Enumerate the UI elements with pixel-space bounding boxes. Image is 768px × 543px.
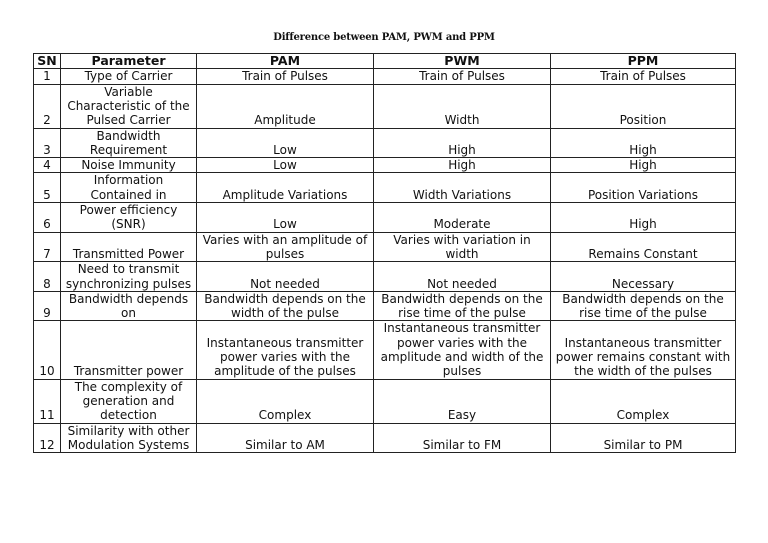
cell-pwm: Train of Pulses <box>374 69 551 84</box>
cell-pam: Varies with an amplitude of pulses <box>197 232 374 262</box>
cell-ppm: High <box>551 158 736 173</box>
cell-pam: Low <box>197 203 374 233</box>
cell-parameter: Noise Immunity <box>61 158 197 173</box>
cell-sn: 2 <box>34 84 61 128</box>
table-row <box>34 128 736 158</box>
cell-sn: 9 <box>34 291 61 321</box>
cell-pam: Amplitude <box>197 84 374 128</box>
table-row <box>34 379 736 423</box>
header-sn: SN <box>34 54 61 69</box>
cell-parameter: The complexity of generation and detection <box>61 379 197 423</box>
cell-pwm: Bandwidth depends on the rise time of the pulse <box>374 291 551 321</box>
header-pwm: PWM <box>374 54 551 69</box>
cell-ppm: High <box>551 203 736 233</box>
table-row <box>34 423 736 453</box>
header-ppm: PPM <box>551 54 736 69</box>
page-title: Difference between PAM, PWM and PPM <box>273 32 495 43</box>
cell-sn: 12 <box>34 423 61 453</box>
cell-parameter: Bandwidth depends on <box>61 291 197 321</box>
cell-sn: 1 <box>34 69 61 84</box>
cell-parameter: Information Contained in <box>61 173 197 203</box>
cell-pam: Not needed <box>197 262 374 292</box>
cell-sn: 11 <box>34 379 61 423</box>
header-parameter: Parameter <box>61 54 197 69</box>
cell-pam: Similar to AM <box>197 423 374 453</box>
cell-pwm: Moderate <box>374 203 551 233</box>
cell-pwm: Instantaneous transmitter power varies with the amplitude and width of the pulses <box>374 321 551 379</box>
comparison-table <box>33 53 736 453</box>
table-row <box>34 173 736 203</box>
cell-pwm: High <box>374 158 551 173</box>
cell-pwm: Width <box>374 84 551 128</box>
cell-ppm: Position Variations <box>551 173 736 203</box>
cell-sn: 10 <box>34 321 61 379</box>
cell-sn: 8 <box>34 262 61 292</box>
cell-parameter: Power efficiency (SNR) <box>61 203 197 233</box>
table-row <box>34 69 736 84</box>
table-row <box>34 262 736 292</box>
cell-pwm: Varies with variation in width <box>374 232 551 262</box>
cell-sn: 6 <box>34 203 61 233</box>
table-header-row <box>34 54 736 69</box>
cell-pam: Instantaneous transmitter power varies with the amplitude of the pulses <box>197 321 374 379</box>
cell-parameter: Bandwidth Requirement <box>61 128 197 158</box>
cell-pwm: Similar to FM <box>374 423 551 453</box>
cell-pam: Low <box>197 128 374 158</box>
table-row <box>34 232 736 262</box>
cell-parameter: Variable Characteristic of the Pulsed Carrier <box>61 84 197 128</box>
cell-pam: Bandwidth depends on the width of the pulse <box>197 291 374 321</box>
table-row <box>34 158 736 173</box>
cell-pam: Train of Pulses <box>197 69 374 84</box>
table-row <box>34 84 736 128</box>
cell-pam: Amplitude Variations <box>197 173 374 203</box>
cell-pam: Low <box>197 158 374 173</box>
cell-parameter: Transmitter power <box>61 321 197 379</box>
table-row <box>34 203 736 233</box>
cell-ppm: Bandwidth depends on the rise time of the pulse <box>551 291 736 321</box>
cell-sn: 5 <box>34 173 61 203</box>
cell-pwm: Not needed <box>374 262 551 292</box>
table-row <box>34 291 736 321</box>
cell-pam: Complex <box>197 379 374 423</box>
cell-parameter: Transmitted Power <box>61 232 197 262</box>
cell-pwm: Width Variations <box>374 173 551 203</box>
cell-ppm: Similar to PM <box>551 423 736 453</box>
cell-sn: 7 <box>34 232 61 262</box>
cell-pwm: High <box>374 128 551 158</box>
cell-ppm: Train of Pulses <box>551 69 736 84</box>
table-row <box>34 321 736 379</box>
cell-sn: 4 <box>34 158 61 173</box>
cell-ppm: Complex <box>551 379 736 423</box>
cell-parameter: Similarity with other Modulation Systems <box>61 423 197 453</box>
header-pam: PAM <box>197 54 374 69</box>
cell-ppm: High <box>551 128 736 158</box>
cell-sn: 3 <box>34 128 61 158</box>
cell-parameter: Need to transmit synchronizing pulses <box>61 262 197 292</box>
cell-ppm: Position <box>551 84 736 128</box>
cell-ppm: Instantaneous transmitter power remains constant with the width of the pulses <box>551 321 736 379</box>
cell-ppm: Necessary <box>551 262 736 292</box>
cell-pwm: Easy <box>374 379 551 423</box>
cell-ppm: Remains Constant <box>551 232 736 262</box>
cell-parameter: Type of Carrier <box>61 69 197 84</box>
